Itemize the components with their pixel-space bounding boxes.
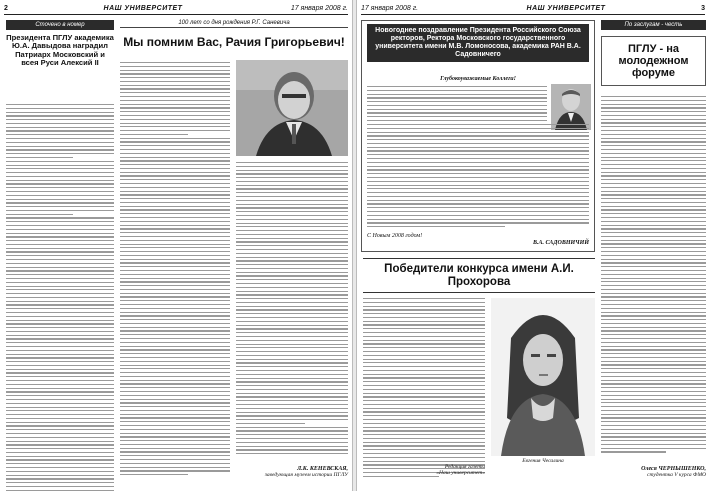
issue-date: 17 января 2008 г. bbox=[361, 5, 419, 12]
contest-body-text bbox=[363, 298, 485, 480]
article-signature-block bbox=[236, 466, 348, 478]
headline-box bbox=[601, 36, 706, 86]
article-youth-forum bbox=[601, 20, 706, 86]
photo-caption: Евгения Чесалина bbox=[522, 458, 564, 464]
greeting-salutation: Глубокоуважаемые Коллеги! bbox=[440, 76, 516, 82]
newspaper-page-right bbox=[356, 0, 709, 491]
author-role: студентка V курса ФМО bbox=[647, 472, 706, 478]
section-tab: Сточено в номер bbox=[6, 20, 114, 30]
page-header-left bbox=[4, 3, 348, 15]
article-body-text bbox=[6, 104, 114, 491]
signature-role: «Наш университет» bbox=[436, 470, 485, 476]
newspaper-page-left bbox=[0, 0, 353, 491]
article-headline: ПГЛУ - на молодежном форуме bbox=[618, 43, 689, 80]
article-body-text bbox=[120, 62, 230, 478]
page-number: 3 bbox=[701, 5, 705, 12]
newspaper-title: НАШ УНИВЕРСИТЕТ bbox=[103, 5, 183, 12]
signature-line: Редакция газеты bbox=[444, 464, 485, 470]
greeting-body-text bbox=[367, 86, 547, 124]
page-header-right bbox=[361, 3, 705, 15]
portrait-illustration bbox=[491, 298, 595, 456]
author-name: Олеся ЧЕРНЫШЕНКО, bbox=[641, 466, 706, 472]
author-name: Л.К. КЕНЕВСКАЯ, bbox=[297, 466, 348, 472]
article-body-text bbox=[601, 96, 706, 455]
article-signature-block bbox=[601, 466, 706, 478]
author-role: заведующая музеем истории ПГЛУ bbox=[264, 472, 348, 478]
newspaper-title: НАШ УНИВЕРСИТЕТ bbox=[526, 5, 606, 12]
photo-contest-winner bbox=[491, 298, 595, 456]
contest-signature-block bbox=[363, 464, 485, 476]
contest-headline-box bbox=[363, 258, 595, 293]
greeting-title: Новогоднее поздравление Президента Российского Союза ректоров, Ректора Московского государственного университета имени М.В. Ломоносова, академика РАН В.А. Садовничего bbox=[375, 27, 581, 59]
article-sanevich-centenary bbox=[120, 20, 348, 49]
article-headline: Победители конкурса имени А.И. Прохорова bbox=[384, 263, 574, 288]
greeting-title-box bbox=[367, 24, 589, 62]
article-patriarch-award bbox=[6, 20, 114, 67]
article-headline: Мы помним Вас, Рачия Григорьевич! bbox=[123, 35, 345, 49]
page-number: 2 bbox=[4, 5, 8, 12]
article-kicker: 100 лет со дня рождения Р.Г. Саневича bbox=[120, 20, 348, 28]
greeting-body-text bbox=[367, 124, 589, 230]
article-headline: Президента ПГЛУ академика Ю.А. Давыдова наградил Патриарх Московский и всея Руси Алексий II bbox=[6, 33, 114, 68]
greeting-new-year: С Новым 2008 годом! bbox=[367, 233, 423, 239]
greeting-signature: В.А. САДОВНИЧИЙ bbox=[533, 240, 589, 246]
issue-date: 17 января 2008 г. bbox=[290, 5, 348, 12]
portrait-illustration bbox=[236, 60, 348, 156]
section-tab: По заслугам - честь bbox=[601, 20, 706, 30]
article-body-text bbox=[236, 162, 348, 457]
portrait-photo-sanevich bbox=[236, 60, 348, 156]
